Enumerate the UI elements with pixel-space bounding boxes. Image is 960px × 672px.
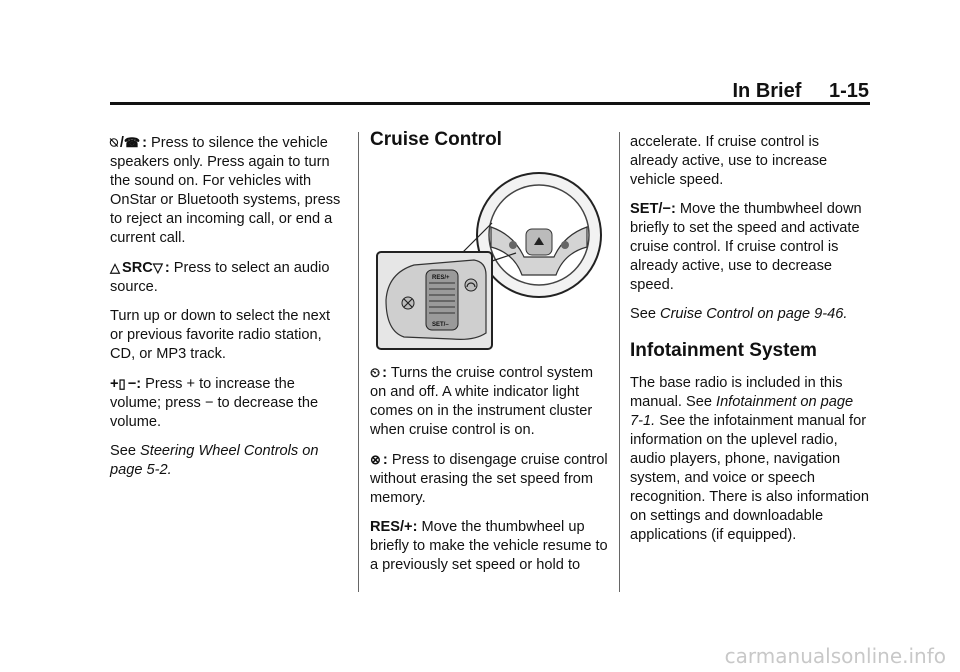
cruise-control-heading: Cruise Control	[370, 129, 502, 150]
fig-res-label: RES/+	[432, 275, 450, 281]
cruise-cancel-icon: ⊗	[370, 452, 381, 467]
infotainment-heading: Infotainment System	[630, 340, 817, 361]
infotainment-text-b: See the infotainment manual for information on the uplevel radio, audio players, phone, navigation system, and voice or speech recognition. There is also information on settings and downloadable applications (if equipped).	[630, 413, 870, 543]
volume-thumbwheel-icon: ▯	[118, 376, 126, 391]
cancel-colon: :	[382, 452, 388, 468]
right-column	[630, 133, 870, 555]
track-paragraph: Turn up or down to select the next or previous favorite radio station, CD, or MP3 track.	[110, 308, 331, 362]
see-steering-paragraph	[110, 442, 346, 480]
src-down-icon: ▽	[152, 260, 163, 275]
infotainment-paragraph	[630, 374, 870, 545]
set-label: SET/−:	[630, 201, 676, 217]
column-divider-left	[358, 132, 359, 592]
volume-plus: +	[110, 376, 119, 392]
src-colon: :	[164, 260, 170, 276]
see-label: See	[630, 306, 656, 322]
mute-text: Press to silence the vehicle speakers only. Press again to turn the sound on. For vehicles with OnStar or Bluetooth systems, press to reject an incoming call, or end a current call.	[110, 135, 341, 246]
onoff-text: Turns the cruise control system on and off. A white indicator light comes on in the instrument cluster when cruise control is on.	[370, 365, 594, 438]
fig-set-label: SET/–	[432, 322, 449, 328]
res-paragraph	[370, 518, 610, 575]
src-label: SRC	[122, 260, 153, 276]
reject-call-icon: ☎	[123, 135, 141, 150]
watermark: carmanualsonline.info	[724, 644, 946, 668]
mute-paragraph	[110, 133, 346, 248]
middle-column	[370, 129, 610, 585]
mute-speaker-icon: ⍉	[110, 135, 118, 150]
header-rule	[110, 102, 870, 105]
src-paragraph	[110, 258, 346, 297]
infotainment-ref: Infotainment on page 7-1.	[630, 394, 854, 429]
volume-paragraph	[110, 374, 346, 432]
cruise-onoff-icon: ⏲	[370, 365, 381, 380]
volume-text: Press + to increase the volume; press − to decrease the volume.	[110, 376, 319, 430]
mute-label: /	[119, 135, 124, 151]
res-text: Move the thumbwheel up briefly to make the vehicle resume to a previously set speed or hold to	[370, 519, 608, 573]
see-label: See	[110, 443, 136, 459]
column-divider-right	[619, 132, 620, 592]
set-paragraph	[630, 200, 870, 295]
res-label: RES/+:	[370, 519, 418, 535]
cruise-onoff-paragraph	[370, 363, 610, 440]
section-title: In Brief	[732, 80, 802, 102]
page-header	[733, 80, 870, 103]
steering-wheel-figure	[374, 165, 605, 351]
see-cruise-paragraph	[630, 305, 870, 324]
set-text: Move the thumbwheel down briefly to set the speed and activate cruise control. If cruise control is already active, use to decrease speed.	[630, 201, 862, 293]
infotainment-text-a: The base radio is included in this manual. See	[630, 375, 843, 410]
cruise-cancel-paragraph	[370, 450, 610, 508]
res-continued-paragraph: accelerate. If cruise control is already active, use to increase vehicle speed.	[630, 134, 828, 188]
volume-minus: −:	[127, 376, 142, 392]
src-up-icon: △	[110, 260, 120, 275]
left-column	[110, 133, 346, 490]
cruise-control-ref: Cruise Control on page 9-46.	[660, 306, 848, 322]
src-text: Press to select an audio source.	[110, 260, 330, 295]
onoff-colon: :	[382, 365, 388, 381]
cancel-text: Press to disengage cruise control without erasing the set speed from memory.	[370, 452, 608, 506]
steering-controls-ref: Steering Wheel Controls on page 5-2.	[110, 443, 319, 478]
steering-wheel-illustration	[374, 165, 605, 351]
mute-colon: :	[142, 135, 147, 151]
page-number: 1-15	[828, 80, 869, 102]
